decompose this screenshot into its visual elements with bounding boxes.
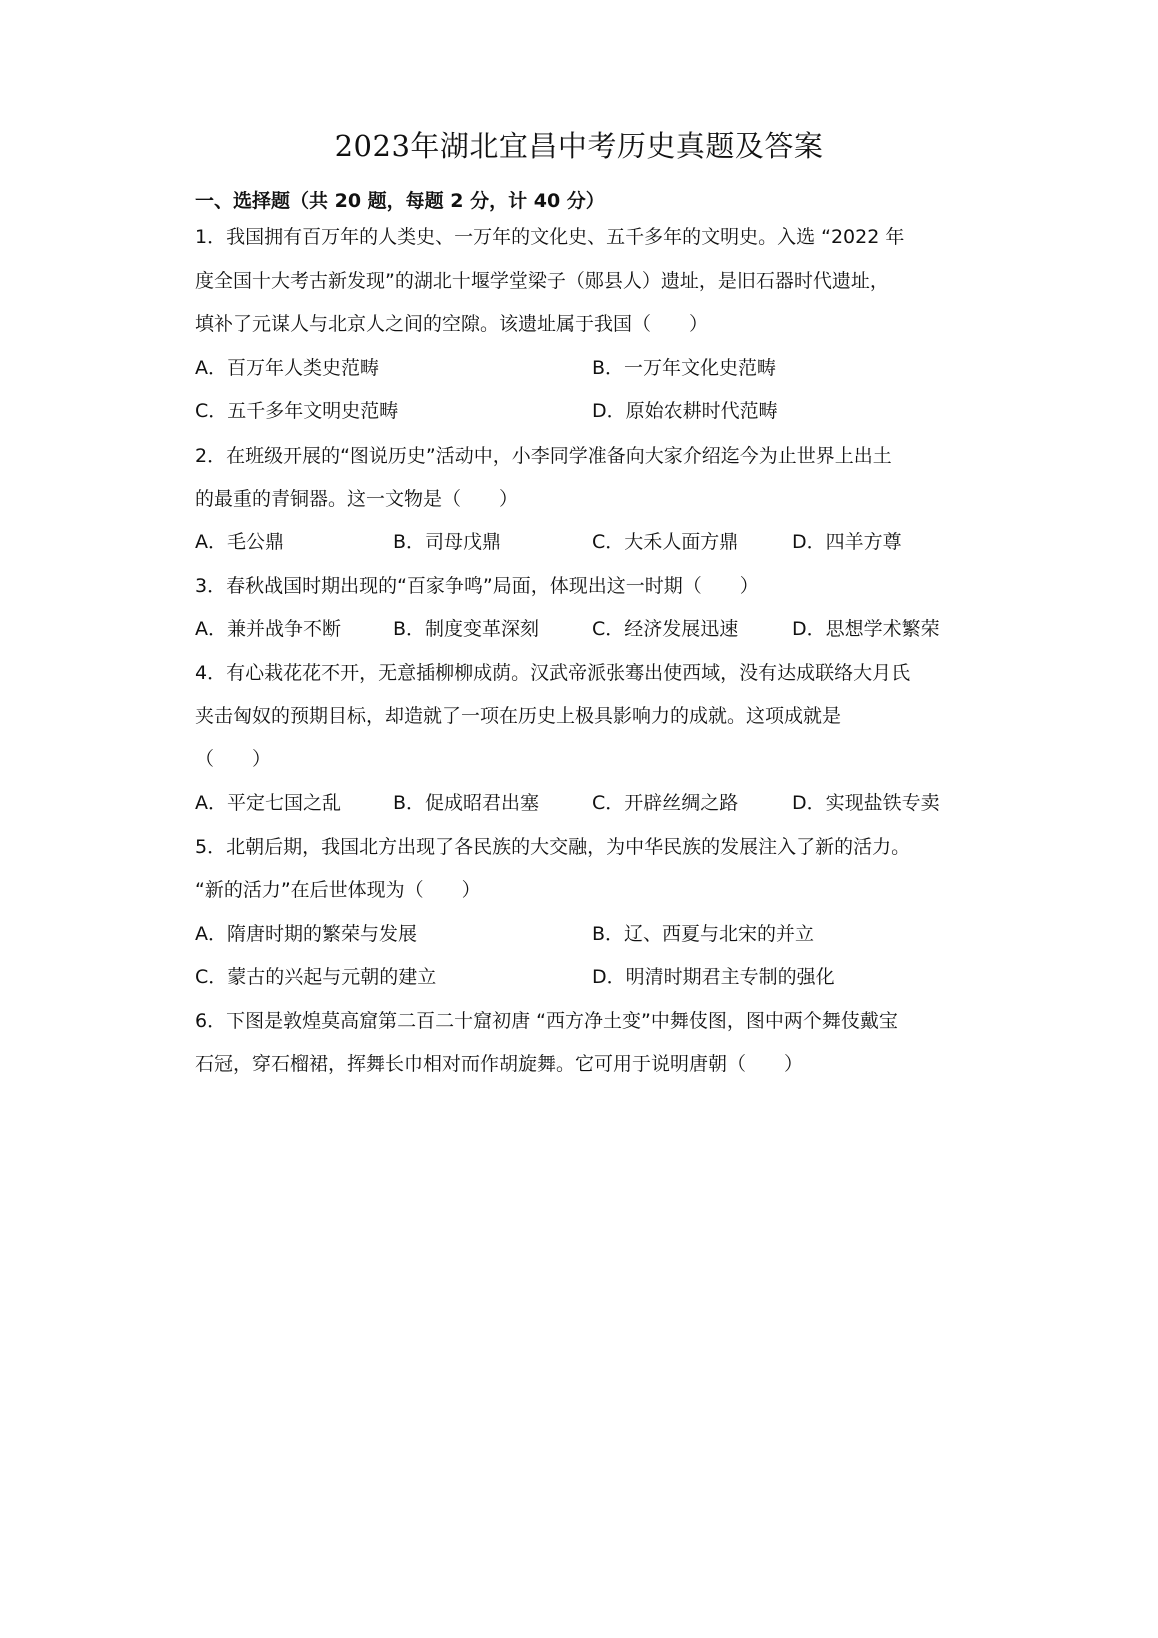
- question-4-option-a: A．平定七国之乱: [195, 792, 341, 814]
- question-3-line-1: 3．春秋战国时期出现的“百家争鸣”局面，体现出这一时期（ ）: [195, 575, 759, 597]
- question-2-option-b: B．司母戊鼎: [393, 531, 502, 553]
- question-5-option-b: B．辽、西夏与北宋的并立: [592, 923, 815, 945]
- question-2-option-c: C．大禾人面方鼎: [592, 531, 739, 553]
- section-heading: 一、选择题（共 20 题，每题 2 分，计 40 分）: [195, 190, 605, 212]
- question-3-option-b: B．制度变革深刻: [393, 618, 540, 640]
- question-6-line-1: 6．下图是敦煌莫高窟第二百二十窟初唐 “西方净土变”中舞伎图，图中两个舞伎戴宝: [195, 1010, 898, 1032]
- question-5-line-2: “新的活力”在后世体现为（ ）: [195, 879, 481, 901]
- question-1-line-3: 填补了元谋人与北京人之间的空隙。该遗址属于我国（ ）: [195, 313, 709, 335]
- question-5-option-c: C．蒙古的兴起与元朝的建立: [195, 966, 437, 988]
- question-2-line-1: 2．在班级开展的“图说历史”活动中，小李同学准备向大家介绍迄今为止世界上出土: [195, 445, 892, 467]
- question-1-line-2: 度全国十大考古新发现”的湖北十堰学堂梁子（郧县人）遗址，是旧石器时代遗址，: [195, 270, 889, 292]
- page-title: 2023年湖北宜昌中考历史真题及答案: [334, 129, 824, 163]
- question-1-option-d: D．原始农耕时代范畴: [592, 400, 778, 422]
- question-5-option-d: D．明清时期君主专制的强化: [592, 966, 835, 988]
- question-3-option-a: A．兼并战争不断: [195, 618, 341, 640]
- question-4-line-2: 夹击匈奴的预期目标，却造就了一项在历史上极具影响力的成就。这项成就是: [195, 705, 842, 727]
- question-1-option-c: C．五千多年文明史范畴: [195, 400, 399, 422]
- question-2-line-2: 的最重的青铜器。这一文物是（ ）: [195, 488, 519, 510]
- question-2-option-d: D．四羊方尊: [792, 531, 902, 553]
- question-4-line-3: （ ）: [195, 748, 272, 770]
- question-3-option-c: C．经济发展迅速: [592, 618, 739, 640]
- question-5-line-1: 5．北朝后期，我国北方出现了各民族的大交融，为中华民族的发展注入了新的活力。: [195, 836, 911, 858]
- question-4-option-b: B．促成昭君出塞: [393, 792, 540, 814]
- question-4-option-c: C．开辟丝绸之路: [592, 792, 739, 814]
- question-4-line-1: 4．有心栽花花不开，无意插柳柳成荫。汉武帝派张骞出使西域，没有达成联络大月氏: [195, 662, 911, 684]
- question-1-line-1: 1．我国拥有百万年的人类史、一万年的文化史、五千多年的文明史。入选 “2022 年: [195, 226, 905, 248]
- question-1-option-a: A．百万年人类史范畴: [195, 357, 379, 379]
- question-5-option-a: A．隋唐时期的繁荣与发展: [195, 923, 417, 945]
- question-6-line-2: 石冠，穿石榴裙，挥舞长巾相对而作胡旋舞。它可用于说明唐朝（ ）: [195, 1053, 804, 1075]
- question-4-option-d: D．实现盐铁专卖: [792, 792, 940, 814]
- question-1-option-b: B．一万年文化史范畴: [592, 357, 777, 379]
- question-2-option-a: A．毛公鼎: [195, 531, 284, 553]
- question-3-option-d: D．思想学术繁荣: [792, 618, 940, 640]
